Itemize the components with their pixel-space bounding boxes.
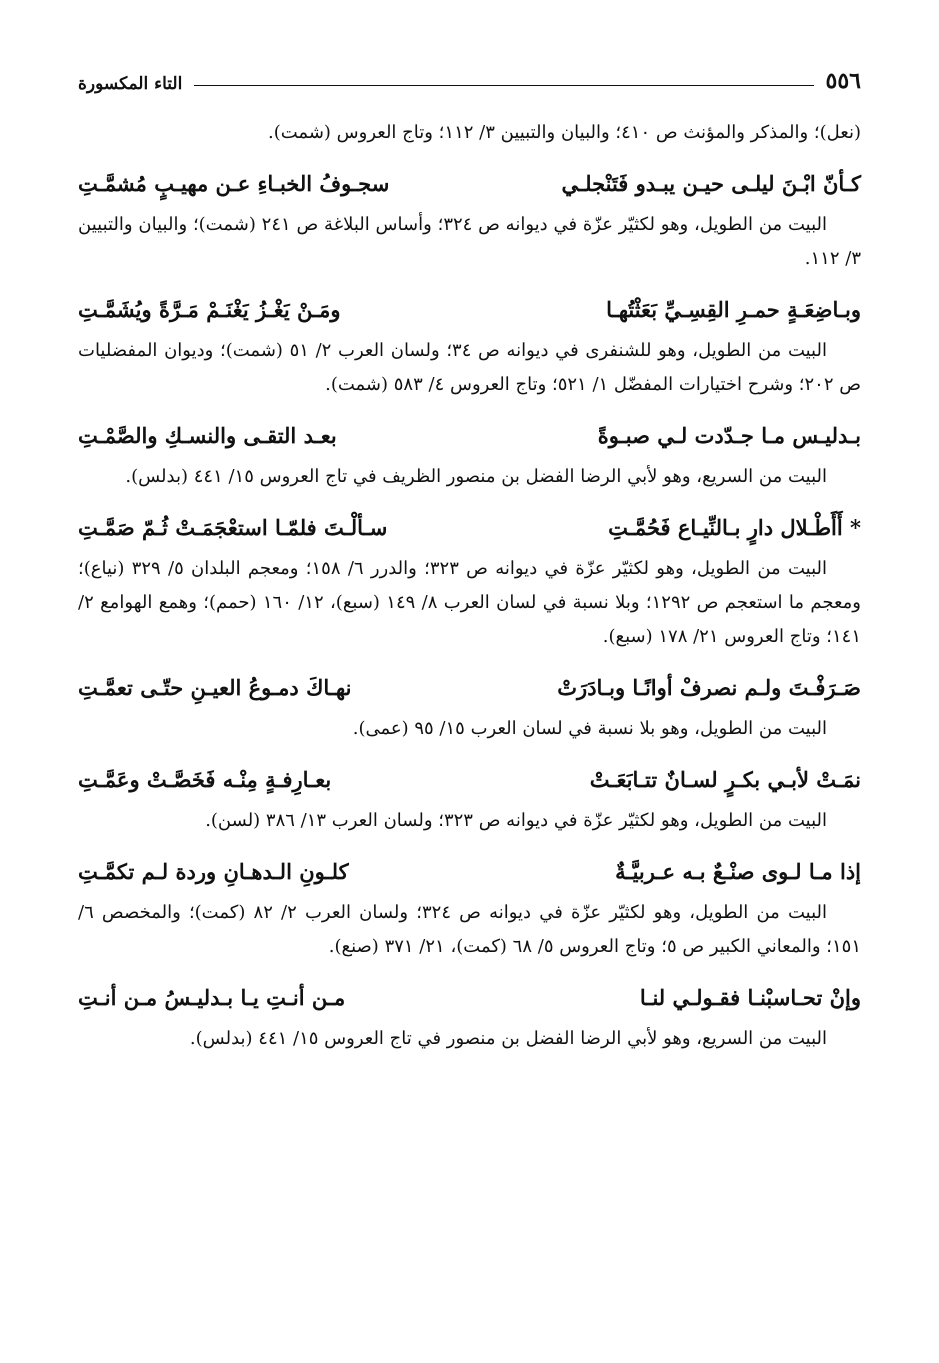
poem-entry-4 [78,508,861,654]
verse-second-hemistich: سجـوفُ الخبـاءِ عـن مهيـبٍ مُشمَّـتِ [78,171,390,196]
verse-first-hemistich: صَـرَفْـتَ ولـم نصرفْ أوانًـا وبـادَرَتْ [557,675,861,700]
verse-first-hemistich: بـدليـس مـا جـدّدت لـي صبـوةً [597,423,861,448]
verse-line [78,508,861,548]
verse-note: البيت من الطويل، وهو بلا نسبة في لسان العرب ١٥/ ٩٥ (عمى). [352,718,827,739]
verse-first-hemistich: وبـاضِعَـةٍ حمـرِ القِسِـيِّ بَعَثْتُهـا [606,297,861,322]
header-rule [194,85,813,86]
verse-line [78,290,861,330]
verse-second-hemistich: سـألْـتَ فلمّـا استعْجَمَـتْ ثُـمّ صَمَّـتِ [78,515,388,540]
book-page [78,60,861,1056]
verse-second-hemistich: ومَـنْ يَغْـزُ يَغْنَـمْ مَـرَّةً ويُشَمَّـتِ [78,297,341,322]
verse-first-hemistich: نمَـتْ لأبـي بكـرٍ لسـانٌ تتـابَعَـتْ [589,767,861,792]
verse-second-hemistich: بعـارِفـةٍ مِنْـه فَخَصَّـتْ وعَمَّـتِ [78,767,332,792]
poem-entry-2 [78,290,861,402]
verse-first-hemistich: كـأنّ ابْـنَ ليلـى حيـن يبـدو فَتَنْجلـي [561,171,861,196]
poem-entry-1 [78,164,861,276]
verse-note: البيت من الطويل، وهو لكثيّر عزّة في ديوانه ص ٣٢٣؛ ولسان العرب ١٣/ ٣٨٦ (لسن). [205,810,827,831]
verse-first-hemistich: * أَأَطْـلال دارٍ بـالنِّيـاع فَحُمَّـتِ [608,515,861,540]
verse-second-hemistich: نهـاكَ دمـوعُ العيـنِ حتّـى تعمَّـتِ [78,675,352,700]
intro-note: (نعل)؛ والمذكر والمؤنث ص ٤١٠؛ والبيان والتبيين ٣/ ١١٢؛ وتاج العروس (شمت). [268,122,861,143]
page-header [78,60,861,94]
verse-note: البيت من الطويل، وهو لكثيّر عزّة في ديوانه ص ٣٢٣؛ والدرر ٦/ ١٥٨؛ ومعجم البلدان ٥/ ٣٢٩ (نياع)؛ ومعجم ما استعجم ص ١٢٩٢؛ وبلا نسبة في لسان العرب ٨/ ١٤٩ (سبع)، ١٢/ ١٦٠ (حمم)؛ وهمع الهوامع ٢/ ١٤١؛ وتاج العروس ٢١/ ١٧٨ (سبع). [78,558,861,647]
verse-second-hemistich: كلـونِ الـدهـانِ وردة لـم تكمَّـتِ [78,859,349,884]
page-number: ٥٥٦ [825,68,861,94]
poem-entry-3 [78,416,861,494]
verse-line [78,668,861,708]
page-content [78,116,861,1056]
poem-entry-5 [78,668,861,746]
verse-note: البيت من السريع، وهو لأبي الرضا الفضل بن منصور الظريف في تاج العروس ١٥/ ٤٤١ (بدلس). [125,466,827,487]
verse-note: البيت من الطويل، وهو لكثيّر عزّة في ديوانه ص ٣٢٤؛ ولسان العرب ٢/ ٨٢ (كمت)؛ والمخصص ٦/ ١٥١؛ والمعاني الكبير ص ٥؛ وتاج العروس ٥/ ٦٨ (كمت)، ٢١/ ٣٧١ (صنع). [78,902,861,957]
verse-note: البيت من الطويل، وهو للشنفرى في ديوانه ص ٣٤؛ ولسان العرب ٢/ ٥١ (شمت)؛ وديوان المفضليات ص ٢٠٢؛ وشرح اختيارات المفضّل ١/ ٥٢١؛ وتاج العروس ٤/ ٥٨٣ (شمت). [78,340,861,395]
verse-note: البيت من الطويل، وهو لكثيّر عزّة في ديوانه ص ٣٢٤؛ وأساس البلاغة ص ٢٤١ (شمت)؛ والبيان والتبيين ٣/ ١١٢. [78,214,861,269]
verse-note: البيت من السريع، وهو لأبي الرضا الفضل بن منصور في تاج العروس ١٥/ ٤٤١ (بدلس). [189,1028,827,1049]
verse-line [78,164,861,204]
verse-line [78,978,861,1018]
poem-entry-8 [78,978,861,1056]
verse-first-hemistich: وإنْ تحـاسبْنـا فقـولـي لنـا [639,985,861,1010]
verse-first-hemistich: إذا مـا لـوى صنْـعٌ بـه عـربيَّـةٌ [615,859,861,884]
verse-line [78,852,861,892]
chapter-title: التاء المكسورة [78,74,183,94]
poem-entry-6 [78,760,861,838]
verse-line [78,760,861,800]
verse-line [78,416,861,456]
verse-second-hemistich: مـن أنـتِ يـا بـدليـسُ مـن أنـتِ [78,985,346,1010]
poem-entry-7 [78,852,861,964]
verse-second-hemistich: بعـد التقـى والنسـكِ والصَّمْـتِ [78,423,337,448]
